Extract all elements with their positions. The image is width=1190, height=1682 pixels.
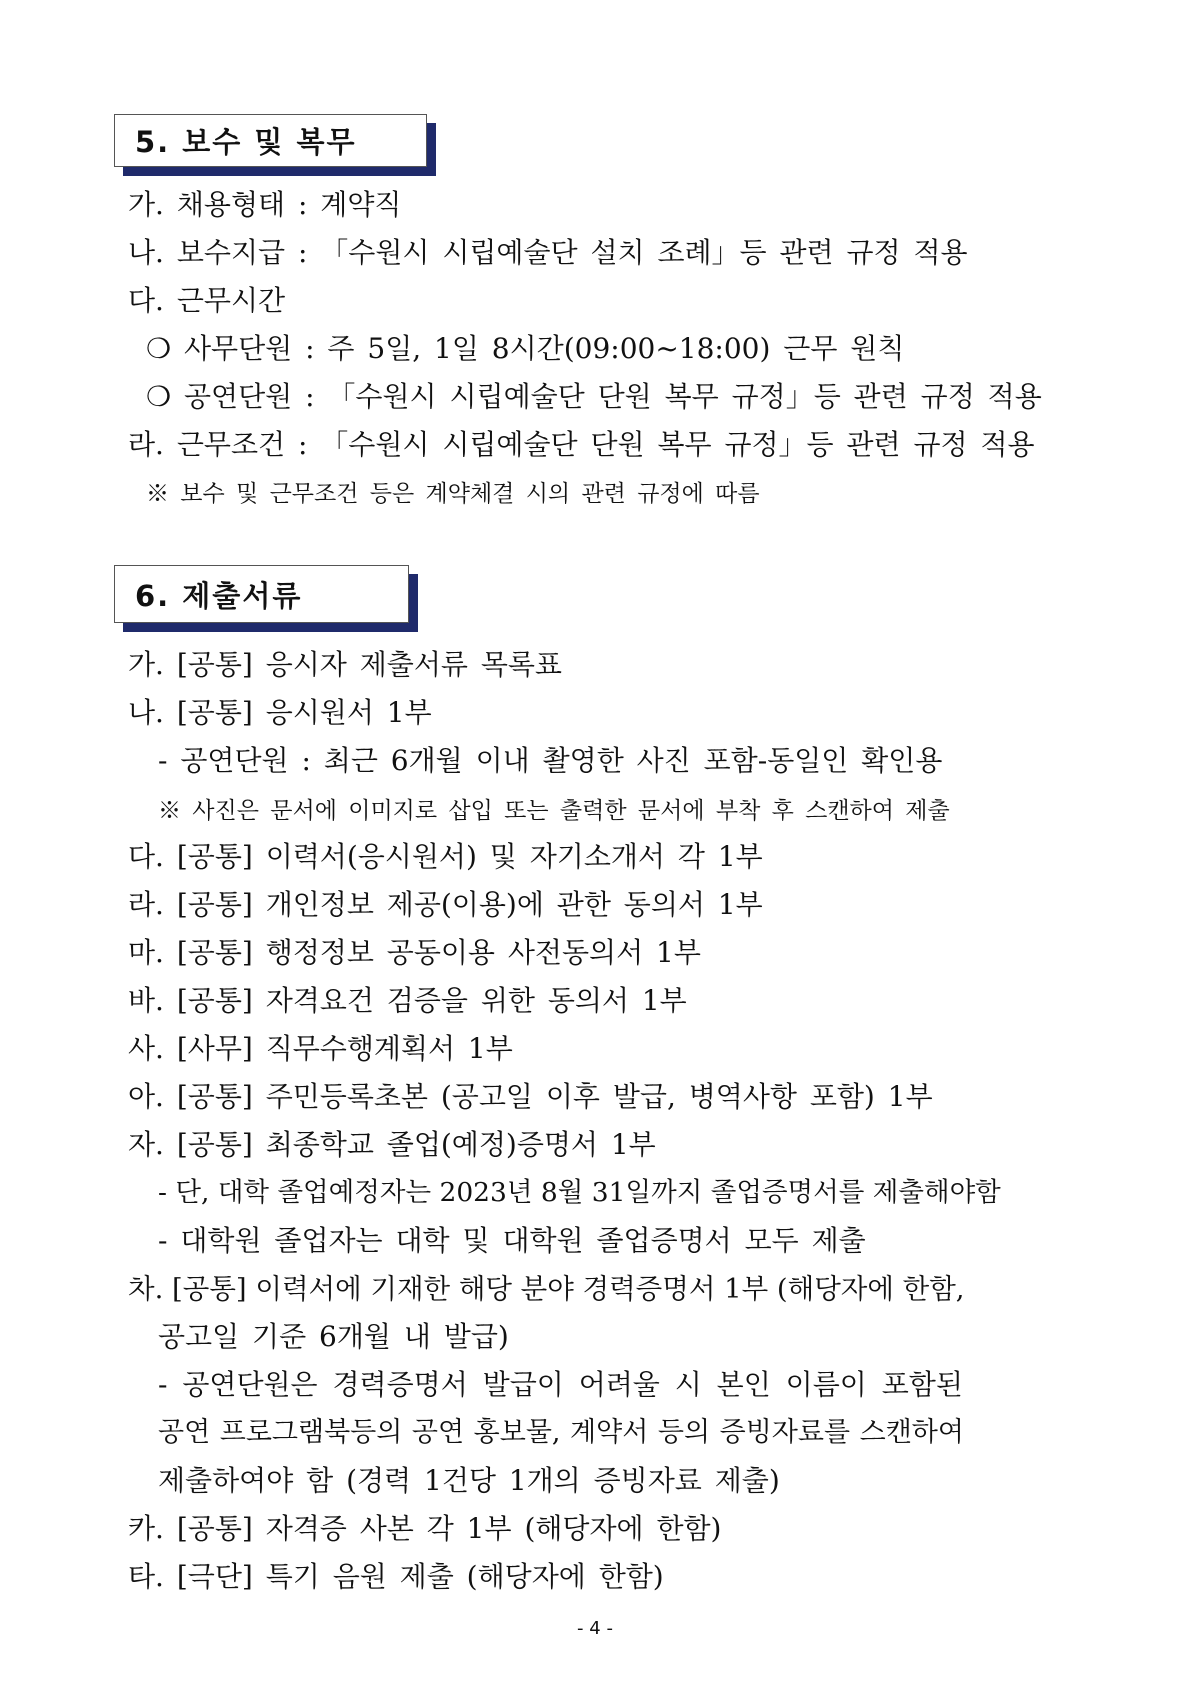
section6-note: ※ 사진은 문서에 이미지로 삽입 또는 출력한 문서에 부착 후 스캔하여 제출 (158, 798, 950, 824)
section6-line-2: 나. [공통] 응시원서 1부 (128, 696, 432, 729)
section6-line-12: - 단, 대학 졸업예정자는 2023년 8월 31일까지 졸업증명서를 제출해야함 (158, 1177, 1001, 1208)
section5-line-1: 가. 채용형태 : 계약직 (128, 188, 402, 221)
section6-line-15: 공고일 기준 6개월 내 발급) (158, 1320, 509, 1353)
section6-line-18: 제출하여야 함 (경력 1건당 1개의 증빙자료 제출) (158, 1464, 780, 1497)
section5-line-4: ❍ 사무단원 : 주 5일, 1일 8시간(09:00~18:00) 근무 원칙 (146, 332, 905, 365)
section6-line-10: 아. [공통] 주민등록초본 (공고일 이후 발급, 병역사항 포함) 1부 (128, 1080, 933, 1113)
section5-line-3: 다. 근무시간 (128, 284, 286, 317)
section5-heading (114, 114, 427, 167)
section6-line-3: - 공연단원 : 최근 6개월 이내 촬영한 사진 포함-동일인 확인용 (158, 744, 943, 777)
section6-line-17: 공연 프로그램북등의 공연 홍보물, 계약서 등의 증빙자료를 스캔하여 (158, 1417, 964, 1448)
section6-line-20: 타. [극단] 특기 음원 제출 (해당자에 한함) (128, 1560, 664, 1593)
section6-line-5: 다. [공통] 이력서(응시원서) 및 자기소개서 각 1부 (128, 840, 763, 873)
section6-line-16: - 공연단원은 경력증명서 발급이 어려울 시 본인 이름이 포함된 (158, 1368, 963, 1401)
page-number: - 4 - (577, 1618, 613, 1639)
section6-line-9: 사. [사무] 직무수행계획서 1부 (128, 1032, 513, 1065)
section6-line-11: 자. [공통] 최종학교 졸업(예정)증명서 1부 (128, 1128, 656, 1161)
section5-line-2: 나. 보수지급 : 「수원시 시립예술단 설치 조례」등 관련 규정 적용 (128, 236, 968, 269)
section6-line-7: 마. [공통] 행정정보 공동이용 사전동의서 1부 (128, 936, 701, 969)
section6-title: 6. 제출서류 (135, 578, 303, 613)
section6-line-14: 차. [공통] 이력서에 기재한 해당 분야 경력증명서 1부 (해당자에 한함, (128, 1273, 965, 1305)
section5-line-5: ❍ 공연단원 : 「수원시 시립예술단 단원 복무 규정」등 관련 규정 적용 (146, 380, 1042, 413)
section6-line-6: 라. [공통] 개인정보 제공(이용)에 관한 동의서 1부 (128, 888, 763, 921)
section6-line-19: 카. [공통] 자격증 사본 각 1부 (해당자에 한함) (128, 1512, 722, 1545)
section6-line-8: 바. [공통] 자격요건 검증을 위한 동의서 1부 (128, 984, 687, 1017)
section6-heading (114, 565, 409, 623)
section6-line-1: 가. [공통] 응시자 제출서류 목록표 (128, 648, 562, 681)
section5-title: 5. 보수 및 복무 (135, 125, 357, 159)
section5-note: ※ 보수 및 근무조건 등은 계약체결 시의 관련 규정에 따름 (146, 481, 760, 507)
section6-line-13: - 대학원 졸업자는 대학 및 대학원 졸업증명서 모두 제출 (158, 1224, 866, 1257)
section5-line-6: 라. 근무조건 : 「수원시 시립예술단 단원 복무 규정」등 관련 규정 적용 (128, 428, 1035, 461)
